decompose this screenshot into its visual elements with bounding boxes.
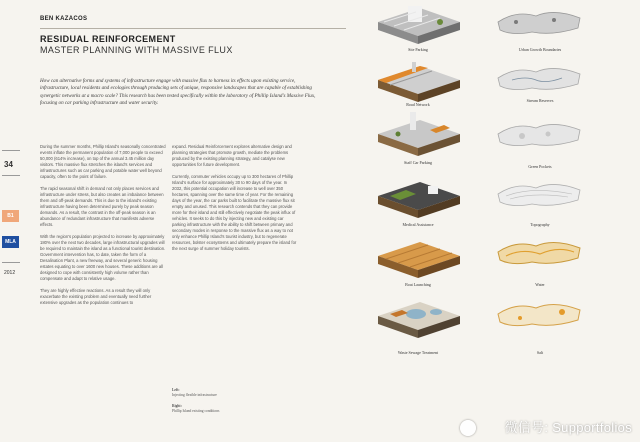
page-number: 34	[4, 160, 13, 169]
section-tag-mla: MLA	[2, 236, 19, 248]
section-tag-b1: B1	[2, 210, 19, 222]
map-label: Green Pockets	[528, 164, 552, 169]
diagram-label: Site Parking	[408, 47, 428, 52]
map-label: Stream Reserves	[526, 98, 554, 103]
intro-paragraph: How can alternative forms and systems of infrastructure engage with massive flux to harness its effects upon existing service, infrastructure, local residents and ecologies through producing sets of unique, responsive landscapes that are capable of establishing synergetic networks at a macro scale? This research has been tested specifically within the laboratory of Phillip Island's Massive Flux, focusing on car parking infrastructure and water security.	[40, 78, 316, 107]
diagram-staff-car-parking	[370, 110, 466, 166]
map-salt	[492, 294, 588, 350]
body-paragraph: During the summer months, Phillip Island's seasonally concentrated events inflate the permanent population of 7,000 people to exceed 50,000 (614% increase), on top of the annual 3.45 million day visitors. This massive flux stretches the island's services and infrastructures such as car parking and potable water well beyond capacity, often to the point of failure.	[40, 144, 166, 179]
diagram-label: Boat Launching	[405, 282, 431, 287]
header-divider	[40, 28, 346, 29]
diagram-label: Staff Car Parking	[404, 160, 432, 165]
map-stream-reserves	[492, 58, 588, 114]
map-label: Topography	[530, 222, 550, 227]
body-paragraph: The rapid seasonal shift in demand not only places services and infrastructure under stress, but also creates an imbalance between them and off-peak demands. This is due to the island's existing infrastructure having been determined purely by peak season demands. As a result, the contrast in the off-peak season is an abundance of redundant infrastructure that manifests adverse effects.	[40, 186, 164, 227]
body-paragraph: With the region's population projected to increase by approximately 180% over the next two decades, large infrastructural upgrades will be required to maintain the island as a functional tourist destination. Government intervention has, to date, taken the form of a Desalination Plant, a new freeway, and several generic housing estates equating to over 1600 new houses. These additions are all designed to cope with consistently high volume rather than compensate and adapt to relative usage.	[40, 234, 166, 281]
page-sidebar	[0, 0, 22, 442]
wechat-icon	[460, 420, 476, 436]
sidebar-rule	[2, 262, 20, 263]
caption-left-text: Injecting flexible infrastructure	[172, 393, 217, 397]
watermark-text: 微信号: Supportfolios	[504, 420, 632, 435]
article-subtitle: MASTER PLANNING WITH MASSIVE FLUX	[40, 45, 233, 55]
map-label: Water	[535, 282, 545, 287]
map-water	[492, 232, 588, 288]
caption-left-label: Left:	[172, 388, 180, 392]
diagram-waste-sewage	[370, 292, 466, 348]
body-paragraph: They are highly effective reactions. As a result they will only exacerbate the existing problem and eventually need further extensive upgrades as the population continues to	[40, 288, 152, 305]
caption-right-label: Right:	[172, 404, 182, 408]
diagram-label: Waste Sewage Treatment	[397, 350, 439, 355]
article-title: RESIDUAL REINFORCEMENT	[40, 34, 176, 44]
author-name: BEN KAZACOS	[40, 16, 88, 22]
diagram-label: Medical Assistance	[402, 222, 434, 227]
body-paragraph: expand. Residual Reinforcement explores alternative design and planning strategies that promote growth, mediate the problems produced by the existing planning strategy, and catalyse new opportunities for future development.	[172, 144, 292, 167]
body-column-2	[172, 144, 298, 258]
figure-caption	[172, 388, 219, 414]
diagram-label: Road Network	[406, 102, 430, 107]
body-paragraph: Currently, commuter vehicles occupy up to 300 hectares of Phillip Island's surface for approximately 30 to 90 days of the year. In 2032, this potential occupation will increase to well over 350 hectares, spanning over the same time of year. For the remaining days of the year, the car parks built to facilitate the massive flux sit empty and unused. This research contends that they can provide more for their island and still effectively negotiate the peak influx of vehicles. It seeks to do this by injecting new and existing car parking infrastructure with the ability to shift between primary and secondary modes in response to the massive flux as a way to not only enhance Phillip Island's tourist industry, but to regenerate resources, bolster ecosystems and ultimately prepare the island for the next surge of summer holiday tourists.	[172, 174, 297, 251]
map-green-pockets	[492, 114, 588, 170]
diagram-medical-assistance	[370, 172, 466, 228]
body-column-1	[40, 144, 166, 312]
year-label: 2012	[4, 270, 16, 276]
diagram-boat-launching	[370, 232, 466, 288]
sidebar-rule	[2, 150, 20, 151]
sidebar-rule	[2, 175, 20, 176]
map-label: Salt	[536, 350, 544, 355]
map-label: Urban Growth Boundaries	[518, 47, 562, 52]
caption-right-text: Phillip Island existing conditions	[172, 409, 220, 413]
